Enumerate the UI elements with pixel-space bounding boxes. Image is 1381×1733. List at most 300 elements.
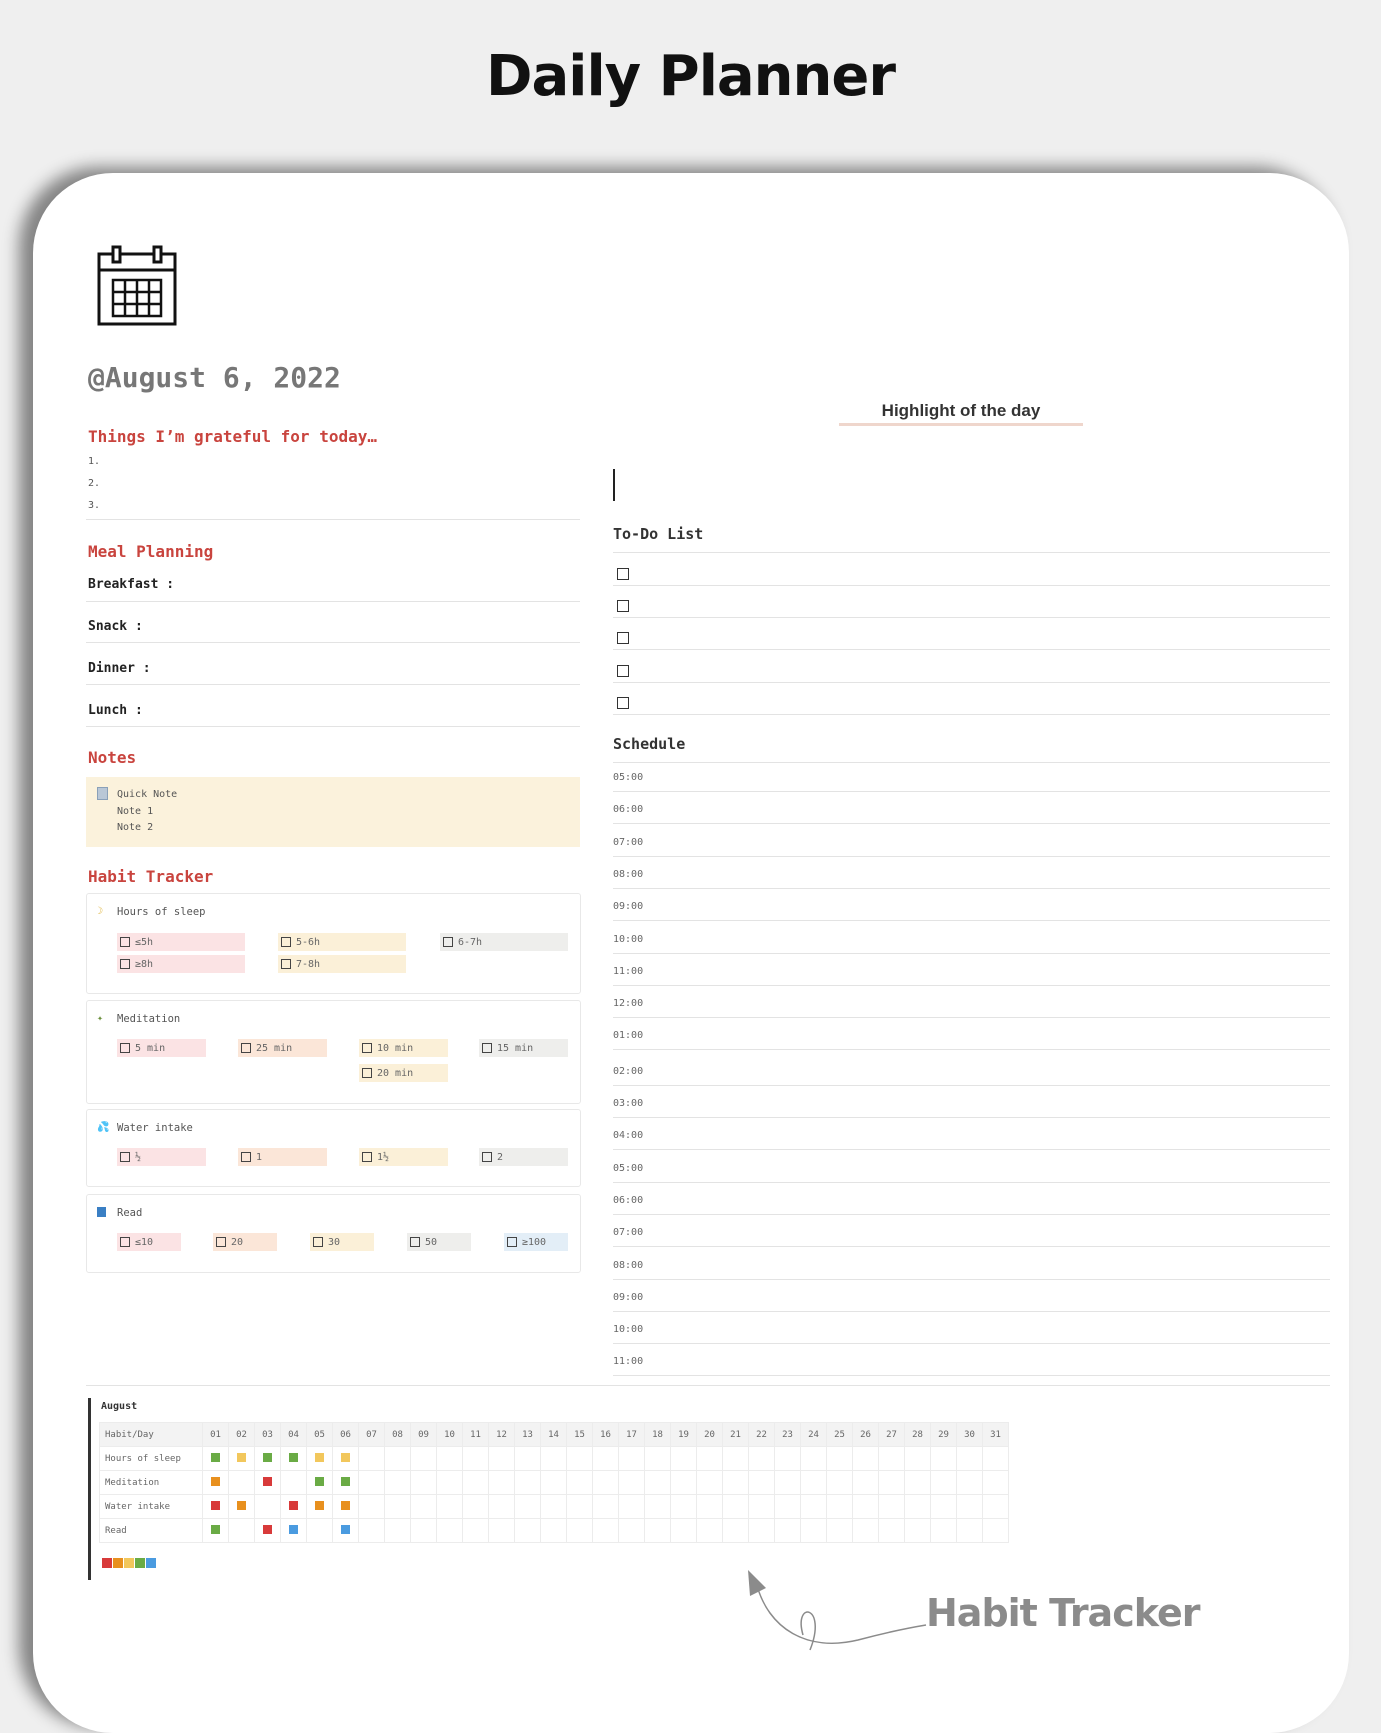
meal-lunch[interactable]: Lunch : <box>88 703 143 718</box>
day-cell[interactable] <box>437 1519 463 1543</box>
day-header: 07 <box>359 1423 385 1447</box>
day-cell[interactable] <box>723 1495 749 1519</box>
todo-heading: To-Do List <box>613 525 704 543</box>
day-cell[interactable] <box>983 1519 1009 1543</box>
day-cell[interactable] <box>723 1519 749 1543</box>
meditation-option[interactable] <box>238 1039 327 1057</box>
day-cell[interactable] <box>385 1495 411 1519</box>
divider <box>613 1049 1330 1050</box>
day-cell[interactable] <box>567 1519 593 1543</box>
option-label: ≥100 <box>522 1236 547 1248</box>
divider <box>613 953 1330 954</box>
notes-callout[interactable] <box>86 777 580 847</box>
day-cell[interactable] <box>203 1519 229 1543</box>
option-label: 25 min <box>256 1042 293 1054</box>
checkbox[interactable] <box>482 1152 492 1162</box>
date-heading[interactable]: @August 6, 2022 <box>88 361 341 394</box>
day-cell[interactable] <box>229 1471 255 1495</box>
option-label: 2 <box>497 1151 504 1163</box>
day-cell[interactable] <box>567 1495 593 1519</box>
day-cell[interactable] <box>333 1447 359 1471</box>
day-cell[interactable] <box>333 1519 359 1543</box>
day-header: 23 <box>775 1423 801 1447</box>
day-cell[interactable] <box>515 1495 541 1519</box>
habit-card-meditation <box>86 1000 581 1104</box>
day-cell[interactable] <box>229 1519 255 1543</box>
read-option[interactable] <box>310 1233 374 1251</box>
divider <box>613 1117 1330 1118</box>
habit-mark <box>211 1525 220 1534</box>
habit-title: Read <box>117 1207 143 1219</box>
option-label: 15 min <box>497 1042 534 1054</box>
habit-mark <box>315 1501 324 1510</box>
day-cell[interactable] <box>255 1495 281 1519</box>
divider <box>613 1246 1330 1247</box>
day-cell[interactable] <box>593 1495 619 1519</box>
day-cell[interactable] <box>333 1495 359 1519</box>
day-cell[interactable] <box>593 1471 619 1495</box>
day-cell[interactable] <box>827 1495 853 1519</box>
day-cell[interactable] <box>515 1519 541 1543</box>
grateful-item-1[interactable]: 1. <box>88 456 101 467</box>
grateful-heading: Things I’m grateful for today… <box>88 427 377 446</box>
day-cell[interactable] <box>489 1519 515 1543</box>
day-cell[interactable] <box>255 1471 281 1495</box>
checkbox[interactable] <box>482 1043 492 1053</box>
divider <box>613 682 1330 683</box>
day-cell[interactable] <box>541 1471 567 1495</box>
water-option[interactable] <box>238 1148 327 1166</box>
day-cell[interactable] <box>229 1495 255 1519</box>
checkbox[interactable] <box>281 959 291 969</box>
day-cell[interactable] <box>411 1495 437 1519</box>
day-cell[interactable] <box>567 1471 593 1495</box>
moon-icon: ☽ <box>97 906 104 917</box>
day-cell[interactable] <box>801 1519 827 1543</box>
habit-table <box>99 1422 1009 1543</box>
day-cell[interactable] <box>463 1447 489 1471</box>
day-cell[interactable] <box>801 1447 827 1471</box>
day-header: 05 <box>307 1423 333 1447</box>
day-cell[interactable] <box>905 1447 931 1471</box>
day-cell[interactable] <box>515 1447 541 1471</box>
sleep-option[interactable] <box>117 955 245 973</box>
habit-mark <box>341 1477 350 1486</box>
day-cell[interactable] <box>593 1519 619 1543</box>
day-cell[interactable] <box>671 1495 697 1519</box>
divider <box>613 714 1330 715</box>
habit-mark <box>263 1453 272 1462</box>
day-cell[interactable] <box>697 1471 723 1495</box>
legend-swatch <box>146 1558 156 1568</box>
water-option[interactable] <box>117 1148 206 1166</box>
day-cell[interactable] <box>671 1519 697 1543</box>
schedule-slot[interactable]: 09:00 <box>613 1291 644 1303</box>
day-cell[interactable] <box>359 1447 385 1471</box>
option-label: 50 <box>425 1236 438 1248</box>
schedule-slot[interactable]: 03:00 <box>613 1098 644 1109</box>
habit-mark <box>211 1477 220 1486</box>
habit-mark <box>315 1477 324 1486</box>
schedule-slot[interactable]: 08:00 <box>613 1259 644 1271</box>
day-cell[interactable] <box>541 1447 567 1471</box>
day-cell[interactable] <box>463 1495 489 1519</box>
note-line[interactable]: Note 2 <box>117 822 154 833</box>
day-header: 27 <box>879 1423 905 1447</box>
day-header: 24 <box>801 1423 827 1447</box>
day-cell[interactable] <box>853 1471 879 1495</box>
day-cell[interactable] <box>879 1447 905 1471</box>
checkbox[interactable] <box>507 1237 517 1247</box>
option-label: 1½ <box>377 1151 390 1163</box>
day-cell[interactable] <box>749 1447 775 1471</box>
day-cell[interactable] <box>307 1495 333 1519</box>
todo-checkbox[interactable] <box>617 697 629 709</box>
habit-mark <box>341 1501 350 1510</box>
schedule-slot[interactable]: 11:00 <box>613 1356 644 1368</box>
day-cell[interactable] <box>463 1471 489 1495</box>
day-header: 03 <box>255 1423 281 1447</box>
table-row <box>100 1519 1009 1543</box>
divider <box>613 856 1330 857</box>
day-cell[interactable] <box>281 1519 307 1543</box>
divider <box>86 684 580 685</box>
checkbox[interactable] <box>281 937 291 947</box>
day-header: 22 <box>749 1423 775 1447</box>
checkbox[interactable] <box>443 937 453 947</box>
day-cell[interactable] <box>749 1519 775 1543</box>
day-cell[interactable] <box>411 1447 437 1471</box>
schedule-slot[interactable]: 07:00 <box>613 1227 644 1239</box>
schedule-slot[interactable]: 12:00 <box>613 998 644 1010</box>
option-label: 6-7h <box>458 936 483 948</box>
day-cell[interactable] <box>983 1447 1009 1471</box>
day-header: 25 <box>827 1423 853 1447</box>
table-corner: Habit/Day <box>100 1423 203 1447</box>
habit-title: Meditation <box>117 1013 181 1025</box>
day-cell[interactable] <box>957 1447 983 1471</box>
schedule-slot[interactable]: 06:00 <box>613 1194 644 1206</box>
day-cell[interactable] <box>827 1519 853 1543</box>
day-cell[interactable] <box>281 1495 307 1519</box>
day-cell[interactable] <box>827 1447 853 1471</box>
schedule-slot[interactable]: 09:00 <box>613 901 644 913</box>
read-option[interactable] <box>504 1233 568 1251</box>
day-cell[interactable] <box>281 1447 307 1471</box>
day-cell[interactable] <box>827 1471 853 1495</box>
day-cell[interactable] <box>957 1471 983 1495</box>
day-header: 04 <box>281 1423 307 1447</box>
divider <box>613 1085 1330 1086</box>
checkbox[interactable] <box>410 1237 420 1247</box>
read-option[interactable] <box>407 1233 471 1251</box>
option-label: 30 <box>328 1236 341 1248</box>
day-cell[interactable] <box>385 1519 411 1543</box>
row-label: Read <box>100 1519 203 1543</box>
day-cell[interactable] <box>619 1519 645 1543</box>
water-option[interactable] <box>359 1148 448 1166</box>
day-header: 29 <box>931 1423 957 1447</box>
day-cell[interactable] <box>697 1447 723 1471</box>
table-header-row <box>100 1423 1009 1447</box>
highlight-underline <box>839 423 1083 426</box>
habit-title: Hours of sleep <box>117 906 206 918</box>
schedule-slot[interactable]: 10:00 <box>613 933 644 945</box>
day-cell[interactable] <box>463 1519 489 1543</box>
day-cell[interactable] <box>983 1495 1009 1519</box>
book-icon <box>97 1207 106 1217</box>
meditation-option[interactable] <box>359 1064 448 1082</box>
day-cell[interactable] <box>307 1471 333 1495</box>
divider <box>613 823 1330 824</box>
divider <box>613 791 1330 792</box>
day-cell[interactable] <box>645 1471 671 1495</box>
day-cell[interactable] <box>775 1519 801 1543</box>
divider <box>86 601 580 602</box>
day-cell[interactable] <box>255 1447 281 1471</box>
day-cell[interactable] <box>229 1447 255 1471</box>
day-cell[interactable] <box>645 1447 671 1471</box>
day-cell[interactable] <box>203 1471 229 1495</box>
day-cell[interactable] <box>723 1447 749 1471</box>
day-cell[interactable] <box>619 1495 645 1519</box>
checkbox[interactable] <box>313 1237 323 1247</box>
day-cell[interactable] <box>307 1519 333 1543</box>
habit-mark <box>263 1477 272 1486</box>
meditation-option[interactable] <box>479 1039 568 1057</box>
day-cell[interactable] <box>489 1447 515 1471</box>
row-label: Water intake <box>100 1495 203 1519</box>
table-row <box>100 1495 1009 1519</box>
day-cell[interactable] <box>931 1447 957 1471</box>
schedule-slot[interactable]: 06:00 <box>613 804 644 816</box>
day-header: 13 <box>515 1423 541 1447</box>
day-header: 08 <box>385 1423 411 1447</box>
day-cell[interactable] <box>853 1495 879 1519</box>
schedule-slot[interactable]: 08:00 <box>613 868 644 880</box>
schedule-slot[interactable]: 05:00 <box>613 1162 644 1174</box>
day-cell[interactable] <box>619 1471 645 1495</box>
sleep-option[interactable] <box>117 933 245 951</box>
divider <box>613 649 1330 650</box>
divider <box>613 1311 1330 1312</box>
day-cell[interactable] <box>879 1495 905 1519</box>
day-cell[interactable] <box>359 1495 385 1519</box>
day-cell[interactable] <box>567 1447 593 1471</box>
schedule-slot[interactable]: 04:00 <box>613 1130 644 1142</box>
checkbox[interactable] <box>120 1237 130 1247</box>
day-cell[interactable] <box>385 1447 411 1471</box>
day-cell[interactable] <box>541 1519 567 1543</box>
day-cell[interactable] <box>333 1471 359 1495</box>
meditation-option[interactable] <box>359 1039 448 1057</box>
habit-mark <box>341 1525 350 1534</box>
divider <box>613 1149 1330 1150</box>
option-label: ≥8h <box>135 958 154 970</box>
note-icon <box>97 787 108 800</box>
sleep-option[interactable] <box>278 955 406 973</box>
day-cell[interactable] <box>931 1519 957 1543</box>
schedule-heading: Schedule <box>613 735 686 753</box>
day-cell[interactable] <box>957 1519 983 1543</box>
divider <box>613 552 1330 553</box>
day-cell[interactable] <box>203 1495 229 1519</box>
schedule-slot[interactable]: 02:00 <box>613 1065 644 1077</box>
day-cell[interactable] <box>385 1471 411 1495</box>
day-cell[interactable] <box>411 1519 437 1543</box>
option-label: 5-6h <box>296 936 321 948</box>
annotation-label: Habit Tracker <box>926 1591 1200 1635</box>
day-cell[interactable] <box>905 1471 931 1495</box>
meditation-icon: ✦ <box>97 1013 104 1024</box>
day-cell[interactable] <box>515 1471 541 1495</box>
todo-checkbox[interactable] <box>617 665 629 677</box>
habit-mark <box>211 1501 220 1510</box>
checkbox[interactable] <box>120 1043 130 1053</box>
habit-mark <box>289 1453 298 1462</box>
checkbox[interactable] <box>120 1152 130 1162</box>
day-cell[interactable] <box>931 1471 957 1495</box>
divider <box>613 1279 1330 1280</box>
day-cell[interactable] <box>775 1447 801 1471</box>
schedule-slot[interactable]: 01:00 <box>613 1030 644 1042</box>
water-drops-icon: 💦 <box>97 1122 110 1133</box>
day-cell[interactable] <box>697 1495 723 1519</box>
divider <box>86 519 580 520</box>
day-header: 12 <box>489 1423 515 1447</box>
read-option[interactable] <box>117 1233 181 1251</box>
schedule-slot[interactable]: 07:00 <box>613 836 644 848</box>
checkbox[interactable] <box>120 937 130 947</box>
day-header: 11 <box>463 1423 489 1447</box>
day-cell[interactable] <box>879 1471 905 1495</box>
day-cell[interactable] <box>697 1519 723 1543</box>
option-label: 20 min <box>377 1067 414 1079</box>
day-cell[interactable] <box>671 1447 697 1471</box>
schedule-slot[interactable]: 10:00 <box>613 1324 644 1336</box>
meal-dinner[interactable]: Dinner : <box>88 661 151 676</box>
text-cursor[interactable] <box>613 469 615 501</box>
day-cell[interactable] <box>853 1447 879 1471</box>
highlight-label: Highlight of the day <box>881 401 1041 420</box>
day-cell[interactable] <box>489 1495 515 1519</box>
day-cell[interactable] <box>931 1495 957 1519</box>
day-cell[interactable] <box>411 1471 437 1495</box>
day-cell[interactable] <box>437 1495 463 1519</box>
water-option[interactable] <box>479 1148 568 1166</box>
day-cell[interactable] <box>879 1519 905 1543</box>
sleep-option[interactable] <box>278 933 406 951</box>
day-header: 16 <box>593 1423 619 1447</box>
day-cell[interactable] <box>801 1495 827 1519</box>
grateful-item-3[interactable]: 3. <box>88 500 101 511</box>
checkbox[interactable] <box>241 1043 251 1053</box>
day-cell[interactable] <box>359 1519 385 1543</box>
read-option[interactable] <box>213 1233 277 1251</box>
day-header: 15 <box>567 1423 593 1447</box>
todo-checkbox[interactable] <box>617 568 629 580</box>
divider <box>613 1017 1330 1018</box>
meal-breakfast[interactable]: Breakfast : <box>88 577 175 592</box>
day-cell[interactable] <box>359 1471 385 1495</box>
day-cell[interactable] <box>905 1495 931 1519</box>
grateful-item-2[interactable]: 2. <box>88 478 101 489</box>
divider <box>613 762 1330 763</box>
todo-checkbox[interactable] <box>617 632 629 644</box>
day-header: 19 <box>671 1423 697 1447</box>
row-label: Meditation <box>100 1471 203 1495</box>
table-row <box>100 1471 1009 1495</box>
note-title[interactable]: Quick Note <box>117 789 178 800</box>
day-cell[interactable] <box>255 1519 281 1543</box>
day-header: 31 <box>983 1423 1009 1447</box>
meal-snack[interactable]: Snack : <box>88 619 143 634</box>
day-header: 18 <box>645 1423 671 1447</box>
checkbox[interactable] <box>120 959 130 969</box>
day-cell[interactable] <box>775 1471 801 1495</box>
divider <box>613 1343 1330 1344</box>
day-cell[interactable] <box>905 1519 931 1543</box>
sleep-option[interactable] <box>440 933 568 951</box>
day-header: 21 <box>723 1423 749 1447</box>
legend-swatch <box>113 1558 123 1568</box>
day-cell[interactable] <box>593 1447 619 1471</box>
notes-heading: Notes <box>88 748 137 767</box>
day-cell[interactable] <box>723 1471 749 1495</box>
day-cell[interactable] <box>489 1471 515 1495</box>
checkbox[interactable] <box>241 1152 251 1162</box>
day-cell[interactable] <box>307 1447 333 1471</box>
day-cell[interactable] <box>203 1447 229 1471</box>
day-cell[interactable] <box>619 1447 645 1471</box>
day-cell[interactable] <box>671 1471 697 1495</box>
day-cell[interactable] <box>645 1495 671 1519</box>
curved-arrow-icon <box>748 1570 928 1660</box>
divider <box>613 1182 1330 1183</box>
checkbox[interactable] <box>362 1068 372 1078</box>
day-cell[interactable] <box>749 1471 775 1495</box>
schedule-slot[interactable]: 05:00 <box>613 772 644 783</box>
day-cell[interactable] <box>645 1519 671 1543</box>
option-label: 20 <box>231 1236 244 1248</box>
day-cell[interactable] <box>853 1519 879 1543</box>
habit-mark <box>289 1501 298 1510</box>
meditation-option[interactable] <box>117 1039 206 1057</box>
checkbox[interactable] <box>362 1152 372 1162</box>
day-cell[interactable] <box>541 1495 567 1519</box>
legend-swatch <box>124 1558 134 1568</box>
note-line[interactable]: Note 1 <box>117 806 154 817</box>
day-header: 14 <box>541 1423 567 1447</box>
divider <box>613 985 1330 986</box>
day-cell[interactable] <box>749 1495 775 1519</box>
day-cell[interactable] <box>957 1495 983 1519</box>
habit-mark <box>263 1525 272 1534</box>
habit-title: Water intake <box>117 1122 193 1134</box>
day-cell[interactable] <box>437 1471 463 1495</box>
day-cell[interactable] <box>801 1471 827 1495</box>
schedule-slot[interactable]: 11:00 <box>613 965 644 977</box>
day-cell[interactable] <box>775 1495 801 1519</box>
divider <box>613 920 1330 921</box>
todo-checkbox[interactable] <box>617 600 629 612</box>
day-header: 10 <box>437 1423 463 1447</box>
day-cell[interactable] <box>437 1447 463 1471</box>
checkbox[interactable] <box>362 1043 372 1053</box>
day-cell[interactable] <box>983 1471 1009 1495</box>
checkbox[interactable] <box>216 1237 226 1247</box>
day-cell[interactable] <box>281 1471 307 1495</box>
